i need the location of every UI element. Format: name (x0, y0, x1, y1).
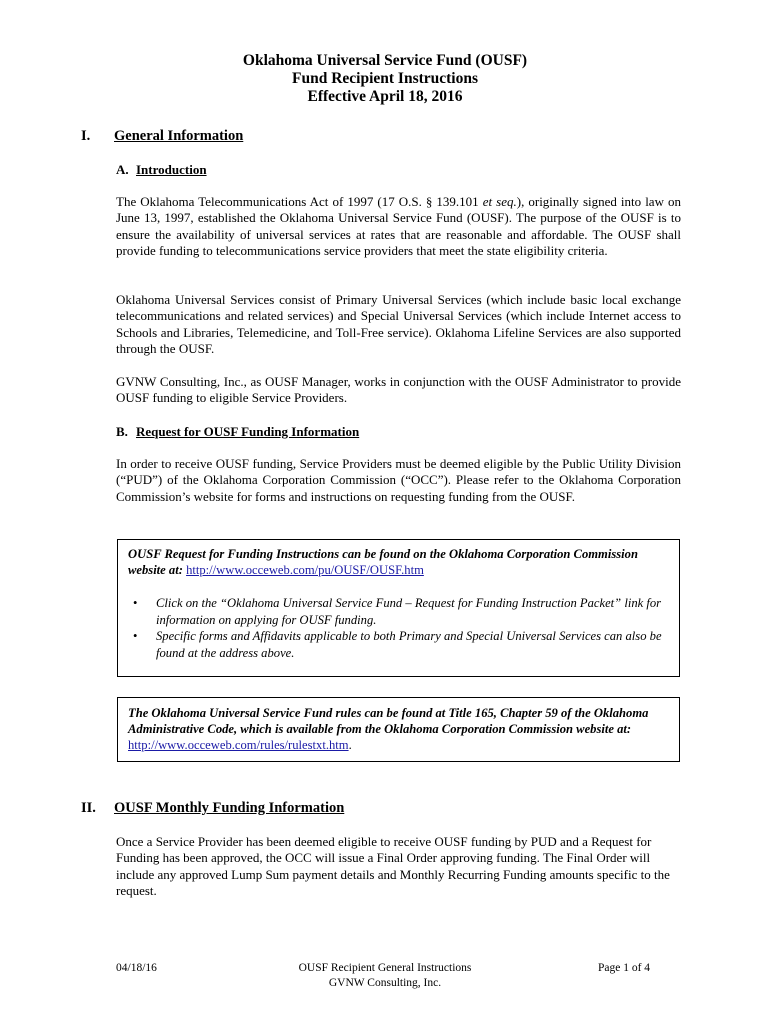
footer-page-number: Page 1 of 4 (598, 962, 651, 974)
monthly-funding-paragraph: Once a Service Provider has been deemed eligible to receive OUSF funding by PUD and a Request for Funding has been approved, the OCC will issue a Final Order approving funding. The Final Order will include any approved Lump Sum payment details and Monthly Recurring Funding amounts specific to the request. (116, 834, 670, 899)
subsection-b-heading (116, 424, 359, 440)
request-paragraph: In order to receive OUSF funding, Service Providers must be deemed eligible by the Public Utility Division (“PUD”) of the Oklahoma Corporation Commission (“OCC”). Please refer to the Oklahoma Corporation Commission’s website for forms and instructions on requesting funding from the OUSF. (116, 456, 681, 504)
title-line-1: Oklahoma Universal Service Fund (OUSF) (242, 52, 528, 69)
section-1-title: General Information (114, 128, 244, 144)
list-item: • Click on the “Oklahoma Universal Service Fund – Request for Funding Instruction Packet” link for information on applying for OUSF funding. (133, 596, 662, 627)
bullet-icon: • (133, 596, 138, 611)
title-line-2: Fund Recipient Instructions (291, 70, 479, 87)
rules-box (117, 697, 680, 762)
title-line-3: Effective April 18, 2016 (307, 88, 463, 105)
intro-paragraph-3: GVNW Consulting, Inc., as OUSF Manager, works in conjunction with the OUSF Administrator to provide OUSF funding to eligible Service Providers. (116, 374, 681, 406)
subsection-a-heading (116, 162, 207, 178)
intro-paragraph-1: The Oklahoma Telecommunications Act of 1997 (17 O.S. § 139.101 et seq.), originally signed into law on June 13, 1997, established the Oklahoma Universal Service Fund (OUSF). The purpose of the OUSF is to ensure the availability of universal services at rates that are reasonable and affordable. The OUSF shall provide funding to telecommunications service providers that meet the state eligibility criteria. (116, 194, 682, 259)
ousf-funding-link[interactable]: http://www.occeweb.com/pu/OUSF/OUSF.htm (186, 563, 424, 578)
funding-instructions-box (117, 539, 680, 677)
rules-text: The Oklahoma Universal Service Fund rules can be found at Title 165, Chapter 59 of the Oklahoma Administrative Code, which is available from the Oklahoma Corporation Commission website at: http://www.occeweb.com/rules/rulestxt.htm. (128, 706, 649, 753)
funding-instructions-list (128, 595, 669, 661)
section-2-number: II. (81, 800, 96, 816)
footer-center (0, 961, 770, 991)
list-item: • Specific forms and Affidavits applicable to both Primary and Special Universal Services can also be found at the address above. (133, 629, 662, 660)
footer-date: 04/18/16 (116, 962, 157, 974)
subsection-a-letter: A. (116, 162, 129, 177)
funding-instructions-text: OUSF Request for Funding Instructions can be found on the Oklahoma Corporation Commission website at: http://www.occeweb.com/pu/OUSF/OUSF.htm (128, 547, 638, 578)
footer-title: OUSF Recipient General Instructions (298, 962, 472, 974)
document-title (0, 52, 770, 106)
subsection-b-title: Request for OUSF Funding Information (136, 424, 360, 439)
bullet-icon: • (133, 629, 138, 644)
footer-company: GVNW Consulting, Inc. (328, 977, 442, 989)
rules-link[interactable]: http://www.occeweb.com/rules/rulestxt.htm (128, 738, 349, 753)
section-1-heading (81, 128, 243, 145)
subsection-a-title: Introduction (136, 162, 207, 177)
subsection-b-letter: B. (116, 424, 128, 439)
section-2-heading (81, 800, 344, 817)
intro-paragraph-2: Oklahoma Universal Services consist of Primary Universal Services (which include basic local exchange telecommunications and related services) and Special Universal Services (which include Internet access to Schools and Libraries, Telemedicine, and Toll-Free service). Oklahoma Lifeline Services are also supported through the OUSF. (116, 292, 681, 357)
section-1-number: I. (81, 128, 91, 144)
section-2-title: OUSF Monthly Funding Information (114, 800, 345, 816)
